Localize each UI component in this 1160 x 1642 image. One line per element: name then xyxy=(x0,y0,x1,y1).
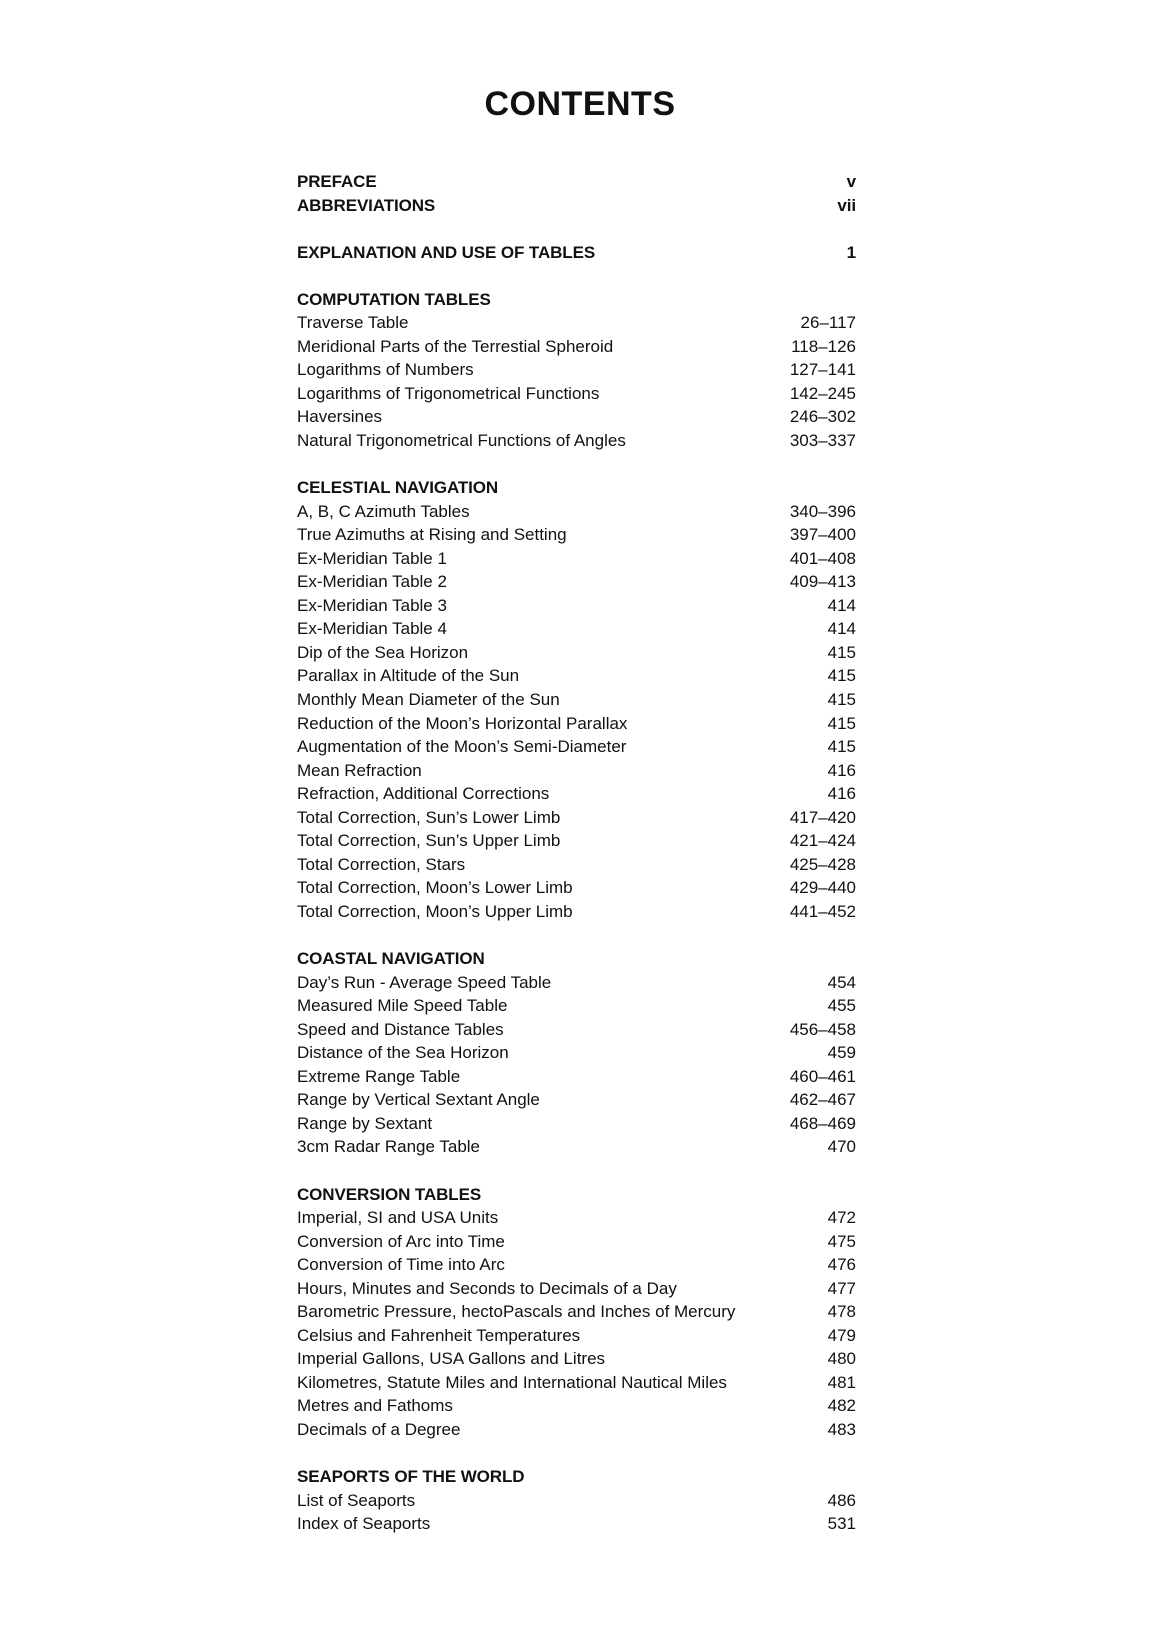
toc-entry-page: 415 xyxy=(827,713,856,733)
toc-entry[interactable] xyxy=(297,1489,856,1513)
toc-entry-page: 478 xyxy=(827,1302,856,1322)
toc-entry[interactable] xyxy=(297,1065,856,1089)
toc-entry-label: Total Correction, Moon’s Lower Limb xyxy=(297,878,573,898)
toc-entry-page: 462–467 xyxy=(789,1090,856,1110)
toc-entry-page: 118–126 xyxy=(791,336,856,356)
toc-entry-label: Index of Seaports xyxy=(297,1514,431,1534)
toc-section xyxy=(297,1465,856,1536)
toc-entry-page: 417–420 xyxy=(789,807,856,827)
toc-entry-label: Ex-Meridian Table 1 xyxy=(297,548,447,568)
toc-entry-label: Kilometres, Statute Miles and International Nautical Miles xyxy=(297,1372,727,1392)
toc-entry-page: 459 xyxy=(827,1043,856,1063)
toc-entry[interactable] xyxy=(297,641,856,665)
toc-entry[interactable] xyxy=(297,1394,856,1418)
toc-entry-page: 486 xyxy=(827,1490,856,1510)
toc-entry-page: 414 xyxy=(827,595,856,615)
toc-entry-page: 401–408 xyxy=(789,548,856,568)
toc-entry-label: Decimals of a Degree xyxy=(297,1419,461,1439)
toc-entry-page: 468–469 xyxy=(789,1113,856,1133)
toc-entry[interactable] xyxy=(297,971,856,995)
toc-section xyxy=(297,947,856,1159)
toc-section xyxy=(297,170,856,217)
toc-entry-page: 415 xyxy=(827,642,856,662)
toc-entry-page: 127–141 xyxy=(789,360,856,380)
toc-entry-page: 425–428 xyxy=(789,854,856,874)
toc-entry-label: Monthly Mean Diameter of the Sun xyxy=(297,690,560,710)
toc-entry-label: Augmentation of the Moon’s Semi-Diameter xyxy=(297,737,627,757)
toc-entry-label: Conversion of Time into Arc xyxy=(297,1255,505,1275)
toc-entry-page: 414 xyxy=(827,619,856,639)
section-spacer xyxy=(297,264,856,288)
toc-entry-page: 479 xyxy=(827,1325,856,1345)
toc-entry-label: Speed and Distance Tables xyxy=(297,1019,504,1039)
toc-entry[interactable] xyxy=(297,429,856,453)
toc-entry-label: Meridional Parts of the Terrestial Spheroid xyxy=(297,336,614,356)
toc-entry-page: 246–302 xyxy=(789,407,856,427)
toc-entry-label: Traverse Table xyxy=(297,313,409,333)
toc-entry[interactable] xyxy=(297,170,856,194)
toc-section xyxy=(297,1183,856,1442)
toc-entry-page: 480 xyxy=(827,1349,856,1369)
toc-entry-page: 454 xyxy=(827,972,856,992)
toc-entry[interactable] xyxy=(297,617,856,641)
section-heading-label: CELESTIAL NAVIGATION xyxy=(297,478,499,498)
toc-entry-page: 531 xyxy=(827,1514,856,1534)
toc-entry[interactable] xyxy=(297,1418,856,1442)
toc-section xyxy=(297,288,856,453)
section-spacer xyxy=(297,1159,856,1183)
toc-entry-label: Measured Mile Speed Table xyxy=(297,996,508,1016)
toc-entry[interactable] xyxy=(297,712,856,736)
section-spacer xyxy=(297,453,856,477)
toc-entry-label: True Azimuths at Rising and Setting xyxy=(297,525,567,545)
toc-entry[interactable] xyxy=(297,523,856,547)
toc-entry-label: Range by Vertical Sextant Angle xyxy=(297,1090,540,1110)
toc-entry-page: 415 xyxy=(827,737,856,757)
toc-entry[interactable] xyxy=(297,1253,856,1277)
toc-entry-label: Ex-Meridian Table 2 xyxy=(297,572,447,592)
section-heading-label: COASTAL NAVIGATION xyxy=(297,949,485,969)
toc-entry[interactable] xyxy=(297,1041,856,1065)
page-title: CONTENTS xyxy=(484,85,676,123)
toc-entry[interactable] xyxy=(297,853,856,877)
toc-entry-label: Total Correction, Stars xyxy=(297,854,466,874)
toc-entry[interactable] xyxy=(297,876,856,900)
toc-entry-page: 416 xyxy=(827,760,856,780)
section-spacer xyxy=(297,217,856,241)
toc-entry[interactable] xyxy=(297,1324,856,1348)
toc-entry[interactable] xyxy=(297,1088,856,1112)
toc-entry-page: 142–245 xyxy=(789,383,856,403)
toc-entry[interactable] xyxy=(297,664,856,688)
section-heading[interactable] xyxy=(297,1465,856,1489)
toc-entry-page: 475 xyxy=(827,1231,856,1251)
toc-entry-label: 3cm Radar Range Table xyxy=(297,1137,481,1157)
toc-entry-page: 415 xyxy=(827,666,856,686)
toc-entry-label: Logarithms of Numbers xyxy=(297,360,474,380)
toc-entry-label: Imperial, SI and USA Units xyxy=(297,1208,499,1228)
toc-entry[interactable] xyxy=(297,570,856,594)
toc-entry[interactable] xyxy=(297,1135,856,1159)
toc-section xyxy=(297,476,856,923)
toc-entry[interactable] xyxy=(297,782,856,806)
section-spacer xyxy=(297,924,856,948)
toc-entry[interactable] xyxy=(297,405,856,429)
toc-entry-label: Imperial Gallons, USA Gallons and Litres xyxy=(297,1349,606,1369)
toc-entry[interactable] xyxy=(297,1347,856,1371)
toc-entry[interactable] xyxy=(297,1112,856,1136)
section-heading-page: 1 xyxy=(846,242,856,262)
section-heading[interactable] xyxy=(297,288,856,312)
toc-entry-label: Parallax in Altitude of the Sun xyxy=(297,666,520,686)
toc-entry[interactable] xyxy=(297,900,856,924)
section-heading[interactable] xyxy=(297,1183,856,1207)
toc-entry-label: Ex-Meridian Table 4 xyxy=(297,619,447,639)
section-heading-label: CONVERSION TABLES xyxy=(297,1184,482,1204)
toc-entry[interactable] xyxy=(297,1512,856,1536)
toc-entry-label: Logarithms of Trigonometrical Functions xyxy=(297,383,600,403)
toc-entry[interactable] xyxy=(297,1277,856,1301)
toc-entry-page: 26–117 xyxy=(800,313,856,333)
toc-entry[interactable] xyxy=(297,382,856,406)
toc-entry[interactable] xyxy=(297,1018,856,1042)
toc-entry-page: 456–458 xyxy=(789,1019,856,1039)
toc-entry-page: vii xyxy=(837,195,856,215)
table-of-contents xyxy=(297,170,856,1536)
toc-entry-label: Refraction, Additional Corrections xyxy=(297,784,550,804)
toc-entry-label: Range by Sextant xyxy=(297,1113,433,1133)
toc-entry-page: 483 xyxy=(827,1419,856,1439)
toc-entry[interactable] xyxy=(297,806,856,830)
toc-entry-label: Mean Refraction xyxy=(297,760,422,780)
section-heading-label: EXPLANATION AND USE OF TABLES xyxy=(297,242,596,262)
toc-entry[interactable] xyxy=(297,500,856,524)
toc-entry-page: 409–413 xyxy=(789,572,856,592)
toc-entry-label: Total Correction, Sun’s Upper Limb xyxy=(297,831,561,851)
toc-entry-label: Extreme Range Table xyxy=(297,1066,461,1086)
toc-entry-page: 397–400 xyxy=(789,525,856,545)
toc-entry-page: 482 xyxy=(827,1396,856,1416)
toc-entry-label: Hours, Minutes and Seconds to Decimals of a Day xyxy=(297,1278,677,1298)
section-heading-label: SEAPORTS OF THE WORLD xyxy=(297,1467,525,1487)
toc-entry-page: 429–440 xyxy=(789,878,856,898)
toc-entry-label: Day’s Run - Average Speed Table xyxy=(297,972,552,992)
toc-entry[interactable] xyxy=(297,358,856,382)
toc-entry-label: Reduction of the Moon’s Horizontal Parallax xyxy=(297,713,628,733)
toc-entry-page: 303–337 xyxy=(789,431,856,451)
section-heading-label: COMPUTATION TABLES xyxy=(297,289,491,309)
toc-entry-label: Dip of the Sea Horizon xyxy=(297,642,469,662)
toc-entry-label: Ex-Meridian Table 3 xyxy=(297,595,447,615)
toc-entry-page: v xyxy=(846,172,856,191)
toc-entry-label: List of Seaports xyxy=(297,1490,416,1510)
toc-entry-page: 415 xyxy=(827,690,856,710)
toc-entry-label: PREFACE xyxy=(297,172,377,191)
toc-entry-page: 455 xyxy=(827,996,856,1016)
toc-entry-label: Barometric Pressure, hectoPascals and Inches of Mercury xyxy=(297,1302,736,1322)
toc-entry[interactable] xyxy=(297,335,856,359)
toc-entry-page: 340–396 xyxy=(789,501,856,521)
toc-entry-label: A, B, C Azimuth Tables xyxy=(297,501,470,521)
toc-entry-page: 476 xyxy=(827,1255,856,1275)
toc-entry-label: ABBREVIATIONS xyxy=(297,195,436,215)
toc-entry-label: Metres and Fathoms xyxy=(297,1396,453,1416)
toc-entry[interactable] xyxy=(297,1206,856,1230)
toc-entry-label: Celsius and Fahrenheit Temperatures xyxy=(297,1325,581,1345)
toc-entry[interactable] xyxy=(297,735,856,759)
toc-entry-label: Conversion of Arc into Time xyxy=(297,1231,505,1251)
section-heading[interactable] xyxy=(297,947,856,971)
toc-entry-label: Total Correction, Sun’s Lower Limb xyxy=(297,807,561,827)
toc-entry-page: 470 xyxy=(827,1137,856,1157)
toc-entry-page: 416 xyxy=(827,784,856,804)
toc-entry-label: Distance of the Sea Horizon xyxy=(297,1043,509,1063)
toc-entry[interactable] xyxy=(297,194,856,218)
toc-entry[interactable] xyxy=(297,1371,856,1395)
section-heading[interactable] xyxy=(297,476,856,500)
toc-entry-label: Haversines xyxy=(297,407,383,427)
toc-entry-page: 472 xyxy=(827,1208,856,1228)
toc-entry[interactable] xyxy=(297,1230,856,1254)
toc-entry-label: Total Correction, Moon’s Upper Limb xyxy=(297,901,573,921)
toc-entry-label: Natural Trigonometrical Functions of Angles xyxy=(297,431,626,451)
toc-entry[interactable] xyxy=(297,1300,856,1324)
toc-entry-page: 441–452 xyxy=(789,901,856,921)
toc-entry[interactable] xyxy=(297,547,856,571)
section-heading[interactable] xyxy=(297,241,856,265)
toc-entry[interactable] xyxy=(297,594,856,618)
toc-entry[interactable] xyxy=(297,829,856,853)
toc-entry[interactable] xyxy=(297,311,856,335)
toc-entry-page: 481 xyxy=(827,1372,856,1392)
toc-entry-page: 460–461 xyxy=(789,1066,856,1086)
toc-entry-page: 421–424 xyxy=(789,831,856,851)
toc-entry[interactable] xyxy=(297,994,856,1018)
toc-entry[interactable] xyxy=(297,759,856,783)
section-spacer xyxy=(297,1442,856,1466)
toc-entry[interactable] xyxy=(297,688,856,712)
toc-section xyxy=(297,241,856,265)
toc-entry-page: 477 xyxy=(827,1278,856,1298)
